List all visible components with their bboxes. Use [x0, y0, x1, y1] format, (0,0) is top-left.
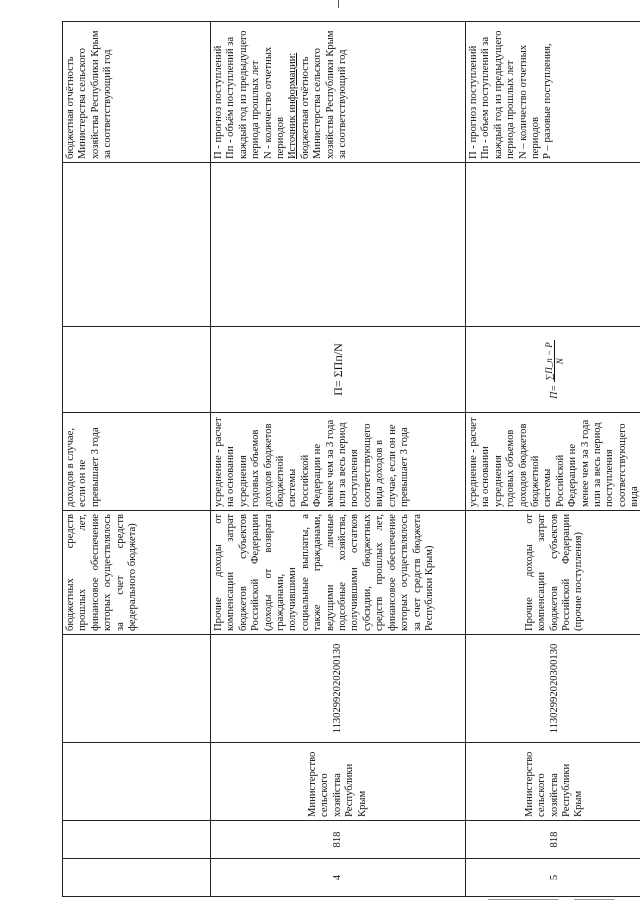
source-label: Источник информации:	[287, 52, 299, 159]
cell-income-name: Прочие доходы от компенсации затрат бюджетов субъектов Российской Федерации (доходы от возврата гражданами, получившими социальные выплаты, а также гражданами, ведущими личные подсобные хозяйства, получившими остатков субсидии, бюджетных средств прошлых лет, финансовое обеспечение которых осуществлялось за счет средств бюджета Республики Крым)	[211, 511, 466, 635]
cell-formula-empty	[63, 327, 211, 413]
cell-formula	[466, 327, 640, 413]
cell-extra-empty	[211, 163, 466, 327]
cell-extra-empty	[466, 163, 640, 327]
cell-admin-empty	[63, 743, 211, 821]
table-row-4	[211, 22, 466, 897]
cell-kbk-code: 11302992020300130	[466, 635, 640, 743]
scan-mark	[488, 899, 558, 900]
cell-administrator: Министерство сельского хозяйства Республики Крым	[211, 743, 466, 821]
cell-legend	[466, 22, 640, 163]
cell-administrator: Министерство сельского хозяйства Республики Крым	[466, 743, 640, 821]
source-text: бюджетная отчётность Министерства сельского хозяйства Республики Крым за соответствующий год	[299, 30, 349, 159]
cell-chapter-code: 818	[211, 821, 466, 859]
cell-formula: П= ΣПп/N	[211, 327, 466, 413]
legend-forecast: П - прогноз поступлений	[213, 45, 224, 159]
cell-calc-method: усреднение - расчет на основании усреднения годовых объемов доходов бюджетов бюджетной системы Российской Федерации не менее чем за 3 года или за весь период поступления соответствующего вида	[466, 413, 640, 511]
table-row-5	[466, 22, 640, 897]
cell-income-name: Прочие доходы от компенсации затрат бюджетов субъектов Российской Федерации (прочие поступления)	[466, 511, 640, 635]
cell-calc-method: усреднение - расчет на основании усреднения годовых объемов доходов бюджетов бюджетной системы Российской Федерации не менее чем за 3 года или за весь период поступления соответствующего вида доходов в случае, если он не превышает 3 года	[211, 413, 466, 511]
cell-num-empty	[63, 859, 211, 897]
scan-mark	[574, 899, 614, 900]
income-forecast-table	[62, 21, 640, 897]
cell-extra-empty	[63, 163, 211, 327]
cell-code-empty	[63, 821, 211, 859]
cell-method-continued: доходов в случае, если он не превышает 3 года	[63, 413, 211, 511]
formula-lhs: П=	[549, 384, 561, 399]
rotated-table-wrapper	[62, 22, 640, 897]
cell-kbk-empty	[63, 635, 211, 743]
formula-fraction	[544, 340, 565, 382]
top-edge-mark	[338, 0, 339, 8]
table-row-continued	[63, 22, 211, 897]
cell-row-number: 5	[466, 859, 640, 897]
legend-receipts: Пп - объем поступлений за каждый год из предыдущего периода прошлых лет	[480, 30, 517, 159]
formula-numerator: ∑П_n − P	[544, 342, 555, 381]
legend-periods: N - количество отчетных периодов	[262, 46, 287, 159]
formula-denominator: N	[555, 358, 566, 365]
legend-forecast: П - прогноз поступлений	[468, 45, 479, 159]
cell-legend-source	[211, 22, 466, 163]
cell-source-continued: бюджетная отчётность Министерства сельского хозяйства Республики Крым за соответствующий год	[63, 22, 211, 163]
legend-periods: N – количество отчетных периодов	[517, 45, 542, 159]
cell-name-continued: бюджетных средств прошлых лет, финансовое обеспечение которых осуществлялось за счет средств федерального бюджета)	[63, 511, 211, 635]
cell-row-number: 4	[211, 859, 466, 897]
cell-kbk-code: 11302992020200130	[211, 635, 466, 743]
legend-receipts: Пп - объём поступлений за каждый год из предыдущего периода прошлых лет	[225, 30, 262, 159]
legend-one-time: Р – разовые поступления,	[542, 43, 554, 159]
cell-chapter-code: 818	[466, 821, 640, 859]
